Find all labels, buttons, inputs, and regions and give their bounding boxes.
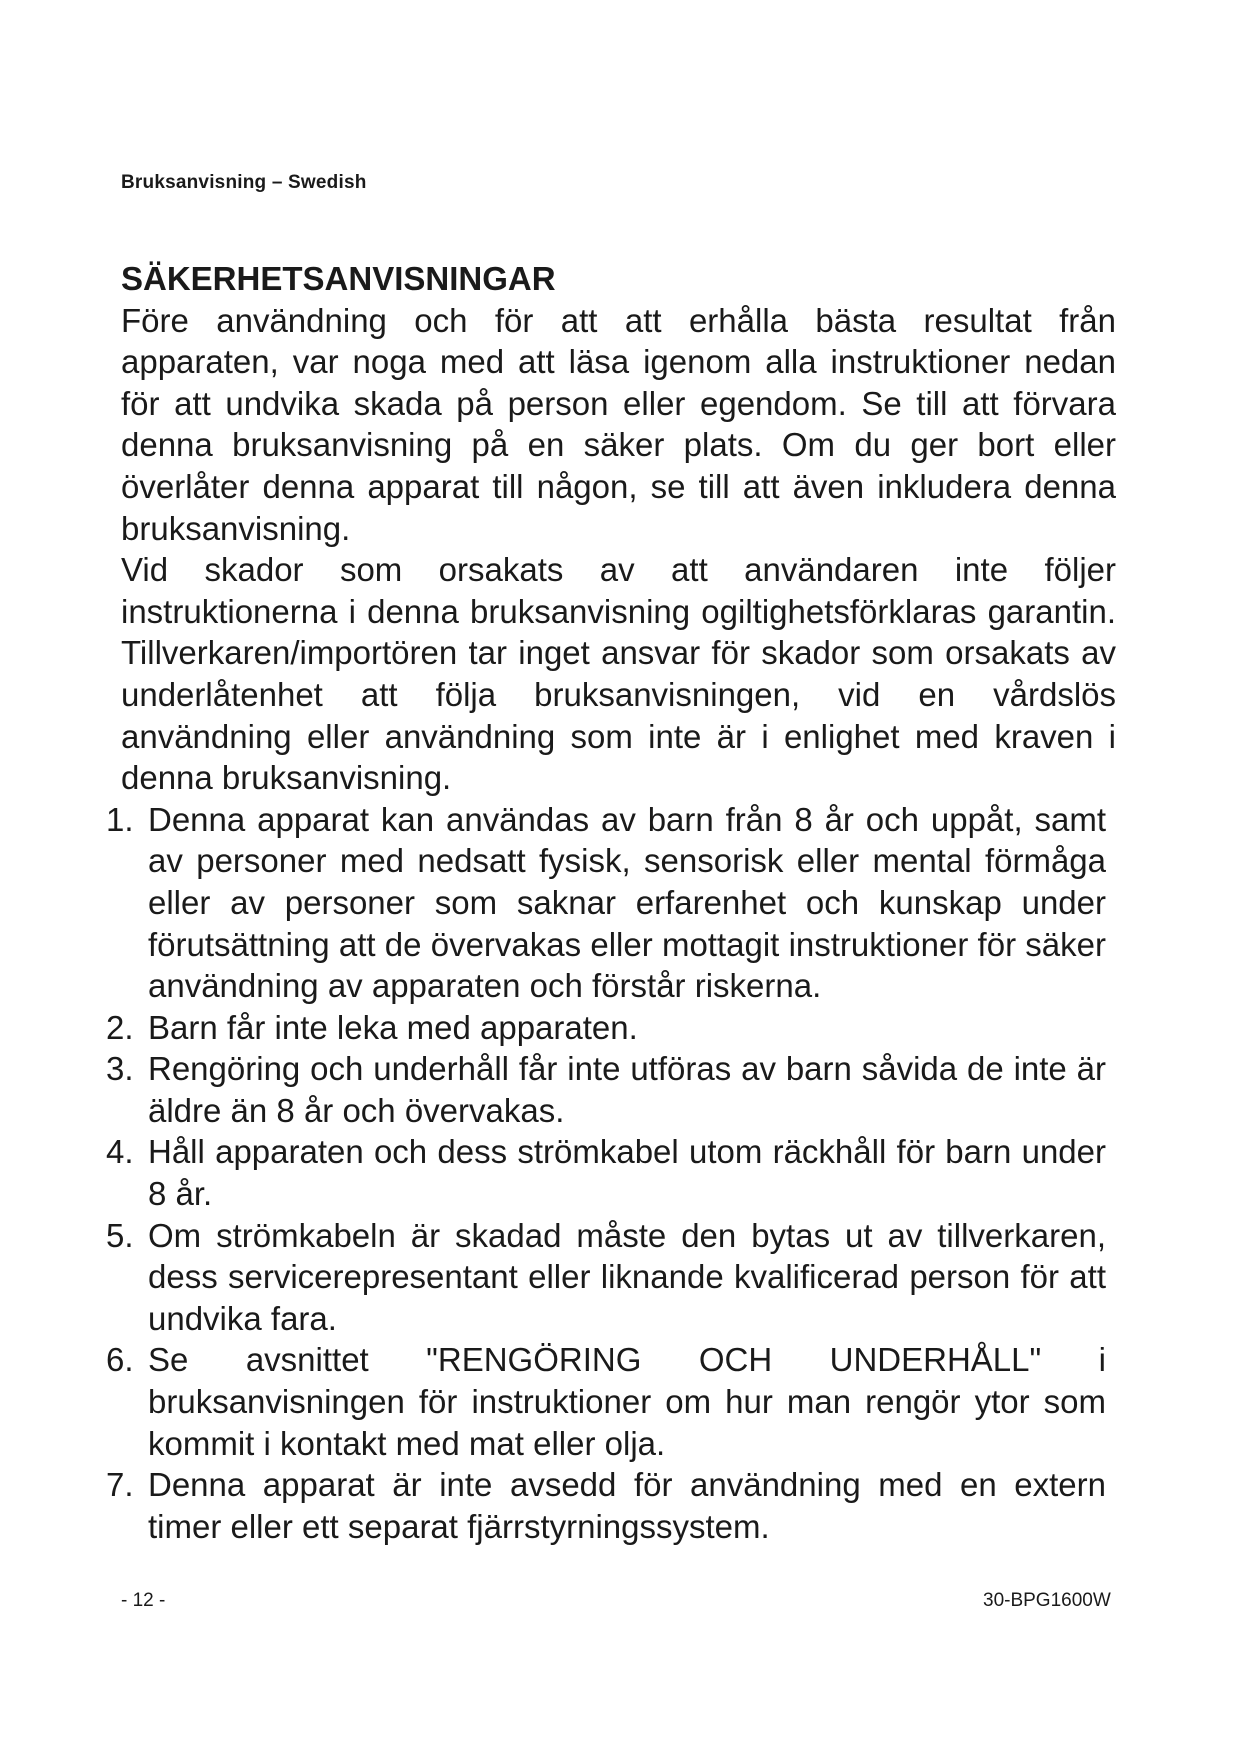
list-item-text: Håll apparaten och dess strömkabel utom räckhåll för barn under 8 år. (148, 1133, 1106, 1213)
list-item-number: 7. (106, 1466, 134, 1504)
list-item-text: Denna apparat är inte avsedd för användning med en extern timer eller ett separat fjärrstyrningssystem. (148, 1466, 1106, 1545)
list-item-number: 3. (106, 1050, 134, 1088)
list-item-text: Om strömkabeln är skadad måste den bytas ut av tillverkaren, dess servicerepresentant eller liknande kvalificerad person för att undvika fara. (148, 1216, 1106, 1337)
list-item-text: Denna apparat kan användas av barn från 8 år och uppåt, samt av personer med nedsatt fysisk, sensorisk eller mental förmåga eller av personer som saknar erfarenhet och kunskap under förutsättning att de övervakas eller mottagit instruktioner för säker användning av apparaten och förstår riskerna. (148, 800, 1106, 1005)
list-item-number: 2. (106, 1008, 134, 1046)
list-item-number: 6. (106, 1341, 134, 1379)
intro-paragraph: Före användning och för att att erhålla bästa resultat från apparaten, var noga med att läsa igenom alla instruktioner nedan för att undvika skada på person eller egendom. Se till att förvara denna bruksanvisning på en säker plats. Om du ger bort eller överlåter denna apparat till någon, se till att även inkludera denna bruksanvisning. (121, 301, 1116, 547)
list-item (106, 1131, 1106, 1214)
list-item-text: Rengöring och underhåll får inte utföras av barn såvida de inte är äldre än 8 år och övervakas. (148, 1050, 1106, 1129)
list-item (106, 1339, 1106, 1464)
list-item (106, 1007, 1106, 1049)
safety-list (106, 799, 1141, 1548)
list-item (106, 1464, 1106, 1547)
list-item-number: 5. (106, 1216, 134, 1254)
document-header-label: Bruksanvisning – Swedish (121, 172, 367, 193)
list-item-number: 4. (106, 1133, 134, 1171)
list-item-number: 1. (106, 800, 134, 838)
list-item (106, 799, 1106, 1007)
section-title: SÄKERHETSANVISNINGAR (121, 260, 556, 297)
page-number: - 12 - (121, 1590, 166, 1611)
main-content (106, 258, 1141, 1547)
list-item (106, 1048, 1106, 1131)
list-item-text: Barn får inte leka med apparaten. (148, 1008, 638, 1046)
model-number: 30-BPG1600W (983, 1590, 1111, 1611)
warranty-paragraph: Vid skador som orsakats av att användaren inte följer instruktionerna i denna bruksanvisning ogiltighetsförklaras garantin. Tillverkaren/importören tar inget ansvar för skador som orsakats av underlåtenhet att följa bruksanvisningen, vid en vårdslös användning eller användning som inte är i enlighet med kraven i denna bruksanvisning. (121, 551, 1116, 797)
list-item-text: Se avsnittet "RENGÖRING OCH UNDERHÅLL" i bruksanvisningen för instruktioner om hur man rengör ytor som kommit i kontakt med mat eller olja. (148, 1341, 1106, 1462)
list-item (106, 1215, 1106, 1340)
